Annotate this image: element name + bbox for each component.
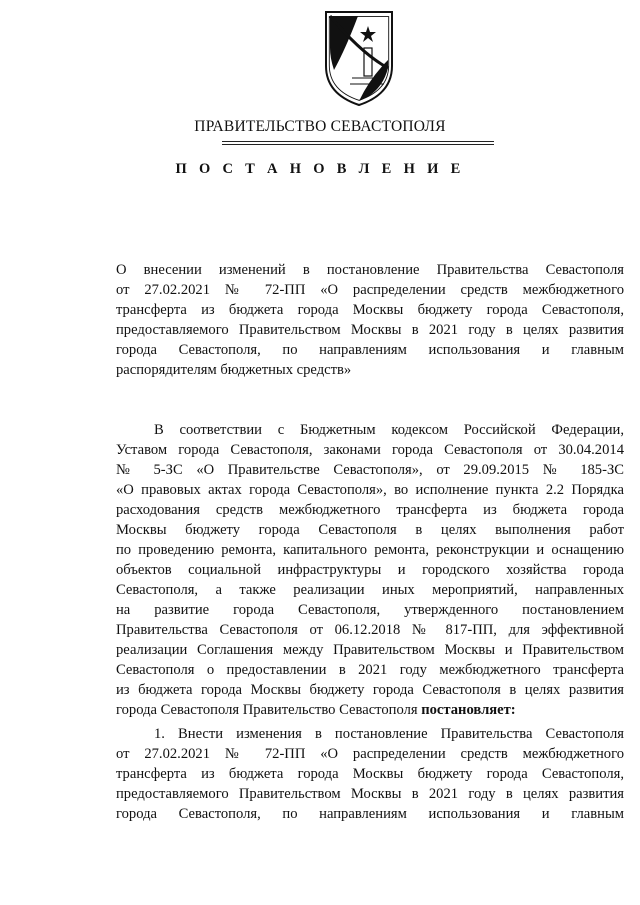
preamble-line: Уставом города Севастополя, законами города Севастополя от 30.04.2014 bbox=[116, 442, 624, 458]
preamble-line: Москвы бюджету города Севастополя в целях выполнения работ bbox=[116, 522, 624, 538]
header-rule bbox=[222, 141, 494, 142]
preamble-line: по проведению ремонта, капитального ремонта, реконструкции и оснащению bbox=[116, 542, 624, 558]
preamble-line: Севастополя, а также реализации иных мероприятий, направленных bbox=[116, 582, 624, 598]
subject-line: предоставляемого Правительством Москвы в 2021 году в целях развития bbox=[116, 322, 624, 338]
document-type-title: П О С Т А Н О В Л Е Н И Е bbox=[175, 161, 465, 177]
item-1-paragraph bbox=[116, 724, 624, 824]
subject-line: трансферта из бюджета города Москвы бюджету города Севастополя, bbox=[116, 302, 624, 318]
preamble-last-line bbox=[116, 700, 624, 720]
preamble-line: В соответствии с Бюджетным кодексом Российской Федерации, bbox=[154, 422, 624, 438]
preamble-line: объектов социальной инфраструктуры и городского хозяйства города bbox=[116, 562, 624, 578]
preamble-paragraph bbox=[116, 420, 624, 720]
subject-line: распорядителям бюджетных средств» bbox=[116, 362, 352, 378]
coat-of-arms-emblem bbox=[322, 8, 396, 108]
preamble-line: на развитие города Севастополя, утвержденного постановлением bbox=[116, 602, 624, 618]
organization-name: ПРАВИТЕЛЬСТВО СЕВАСТОПОЛЯ bbox=[194, 118, 446, 135]
preamble-line: Севастополя о предоставлении в 2021 году межбюджетного трансферта bbox=[116, 662, 624, 678]
preamble-line: № 5-ЗС «О Правительстве Севастополя», от 29.09.2015 № 185-ЗС bbox=[116, 462, 624, 478]
item-line: трансферта из бюджета города Москвы бюджету города Севастополя, bbox=[116, 766, 624, 782]
preamble-line: расходования средств межбюджетного трансферта из бюджета города bbox=[116, 502, 624, 518]
item-line: 1. Внести изменения в постановление Правительства Севастополя bbox=[154, 726, 624, 742]
header-rule-second bbox=[222, 144, 494, 145]
document-subject bbox=[116, 260, 624, 380]
subject-line: от 27.02.2021 № 72-ПП «О распределении средств межбюджетного bbox=[116, 282, 624, 298]
preamble-line: «О правовых актах города Севастополя», во исполнение пункта 2.2 Порядка bbox=[116, 482, 624, 498]
item-line: от 27.02.2021 № 72-ПП «О распределении средств межбюджетного bbox=[116, 746, 624, 762]
preamble-line: реализации Соглашения между Правительством Москвы и Правительством bbox=[116, 642, 624, 658]
preamble-last-text: города Севастополя Правительство Севастополя bbox=[116, 702, 422, 718]
subject-line: города Севастополя, по направлениям использования и главным bbox=[116, 342, 624, 358]
preamble-line: из бюджета города Москвы бюджету города Севастополя в целях развития bbox=[116, 682, 624, 698]
item-line: предоставляемого Правительством Москвы в 2021 году в целях развития bbox=[116, 786, 624, 802]
subject-line: О внесении изменений в постановление Правительства Севастополя bbox=[116, 262, 624, 278]
item-line: города Севастополя, по направлениям использования и главным bbox=[116, 806, 624, 822]
preamble-line: Правительства Севастополя от 06.12.2018 № 817-ПП, для эффективной bbox=[116, 622, 624, 638]
decree-word: постановляет: bbox=[421, 702, 516, 718]
